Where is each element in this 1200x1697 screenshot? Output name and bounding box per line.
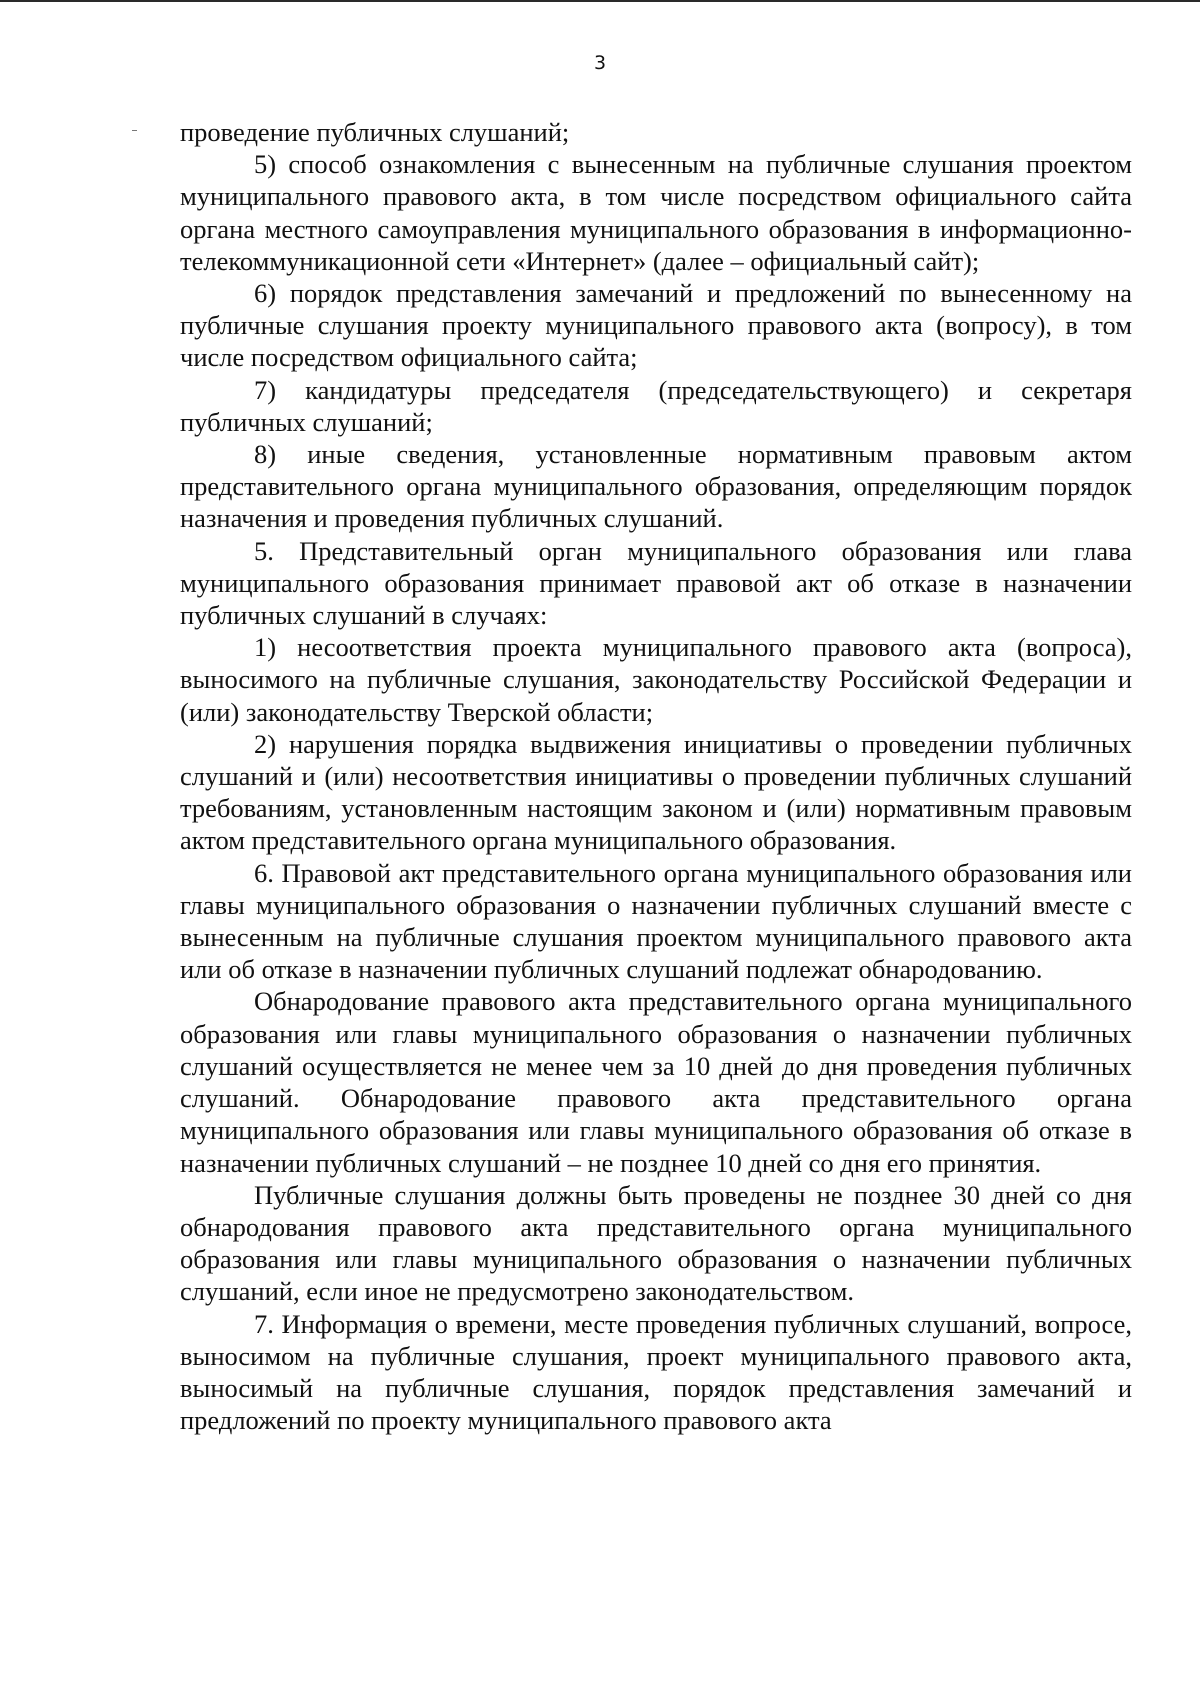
paragraph: 7) кандидатуры председателя (председательствующего) и секретаря публичных слушаний; xyxy=(180,374,1132,437)
paragraph: 1) несоответствия проекта муниципального правового акта (вопроса), выносимого на публичные слушания, законодательству Российской Федерации и (или) законодательству Тверской области; xyxy=(180,632,1132,727)
paragraph: 6) порядок представления замечаний и предложений по вынесенному на публичные слушания проекту муниципального правового акта (вопросу), в том числе посредством официального сайта; xyxy=(180,278,1132,373)
margin-mark xyxy=(132,130,137,131)
paragraph: 2) нарушения порядка выдвижения инициативы о проведении публичных слушаний и (или) несоответствия инициативы о проведении публичных слушаний требованиям, установленным настоящим законом и (или) нормативным правовым актом представительного органа муниципального образования. xyxy=(180,728,1132,856)
paragraph: 5) способ ознакомления с вынесенным на публичные слушания проектом муниципального правового акта, в том числе посредством официального сайта органа местного самоуправления муниципального образования в информационно-телекоммуникационной сети «Интернет» (далее – официальный сайт); xyxy=(180,149,1132,276)
paragraph: 7. Информация о времени, месте проведения публичных слушаний, вопросе, выносимом на публичные слушания, проект муниципального правового акта, выносимый на публичные слушания, порядок представления замечаний и предложений по проекту муниципального правового акта xyxy=(180,1308,1132,1436)
paragraph: 5. Представительный орган муниципального образования или глава муниципального образования принимает правовой акт об отказе в назначении публичных слушаний в случаях: xyxy=(180,535,1132,631)
paragraph: проведение публичных слушаний; xyxy=(180,117,570,147)
paragraph: 6. Правовой акт представительного органа муниципального образования или главы муниципального образования о назначении публичных слушаний вместе с вынесенным на публичные слушания проектом муниципального правового акта или об отказе в назначении публичных слушаний подлежат обнародованию. xyxy=(180,857,1132,985)
paragraph: Обнародование правового акта представительного органа муниципального образования или главы муниципального образования о назначении публичных слушаний осуществляется не менее чем за 10 дней до дня проведения публичных слушаний. Обнародование правового акта представительного органа муниципального образования или главы муниципального образования об отказе в назначении публичных слушаний – не позднее 10 дней со дня его принятия. xyxy=(180,986,1132,1178)
document-body xyxy=(180,116,1132,1436)
page-top-edge xyxy=(0,0,1200,2)
paragraph: Публичные слушания должны быть проведены не позднее 30 дней со дня обнародования правового акта представительного органа муниципального образования или главы муниципального образования о назначении публичных слушаний, если иное не предусмотрено законодательством. xyxy=(180,1179,1132,1307)
paragraph: 8) иные сведения, установленные нормативным правовым актом представительного органа муниципального образования, определяющим порядок назначения и проведения публичных слушаний. xyxy=(180,439,1132,534)
page-number: 3 xyxy=(593,52,607,74)
